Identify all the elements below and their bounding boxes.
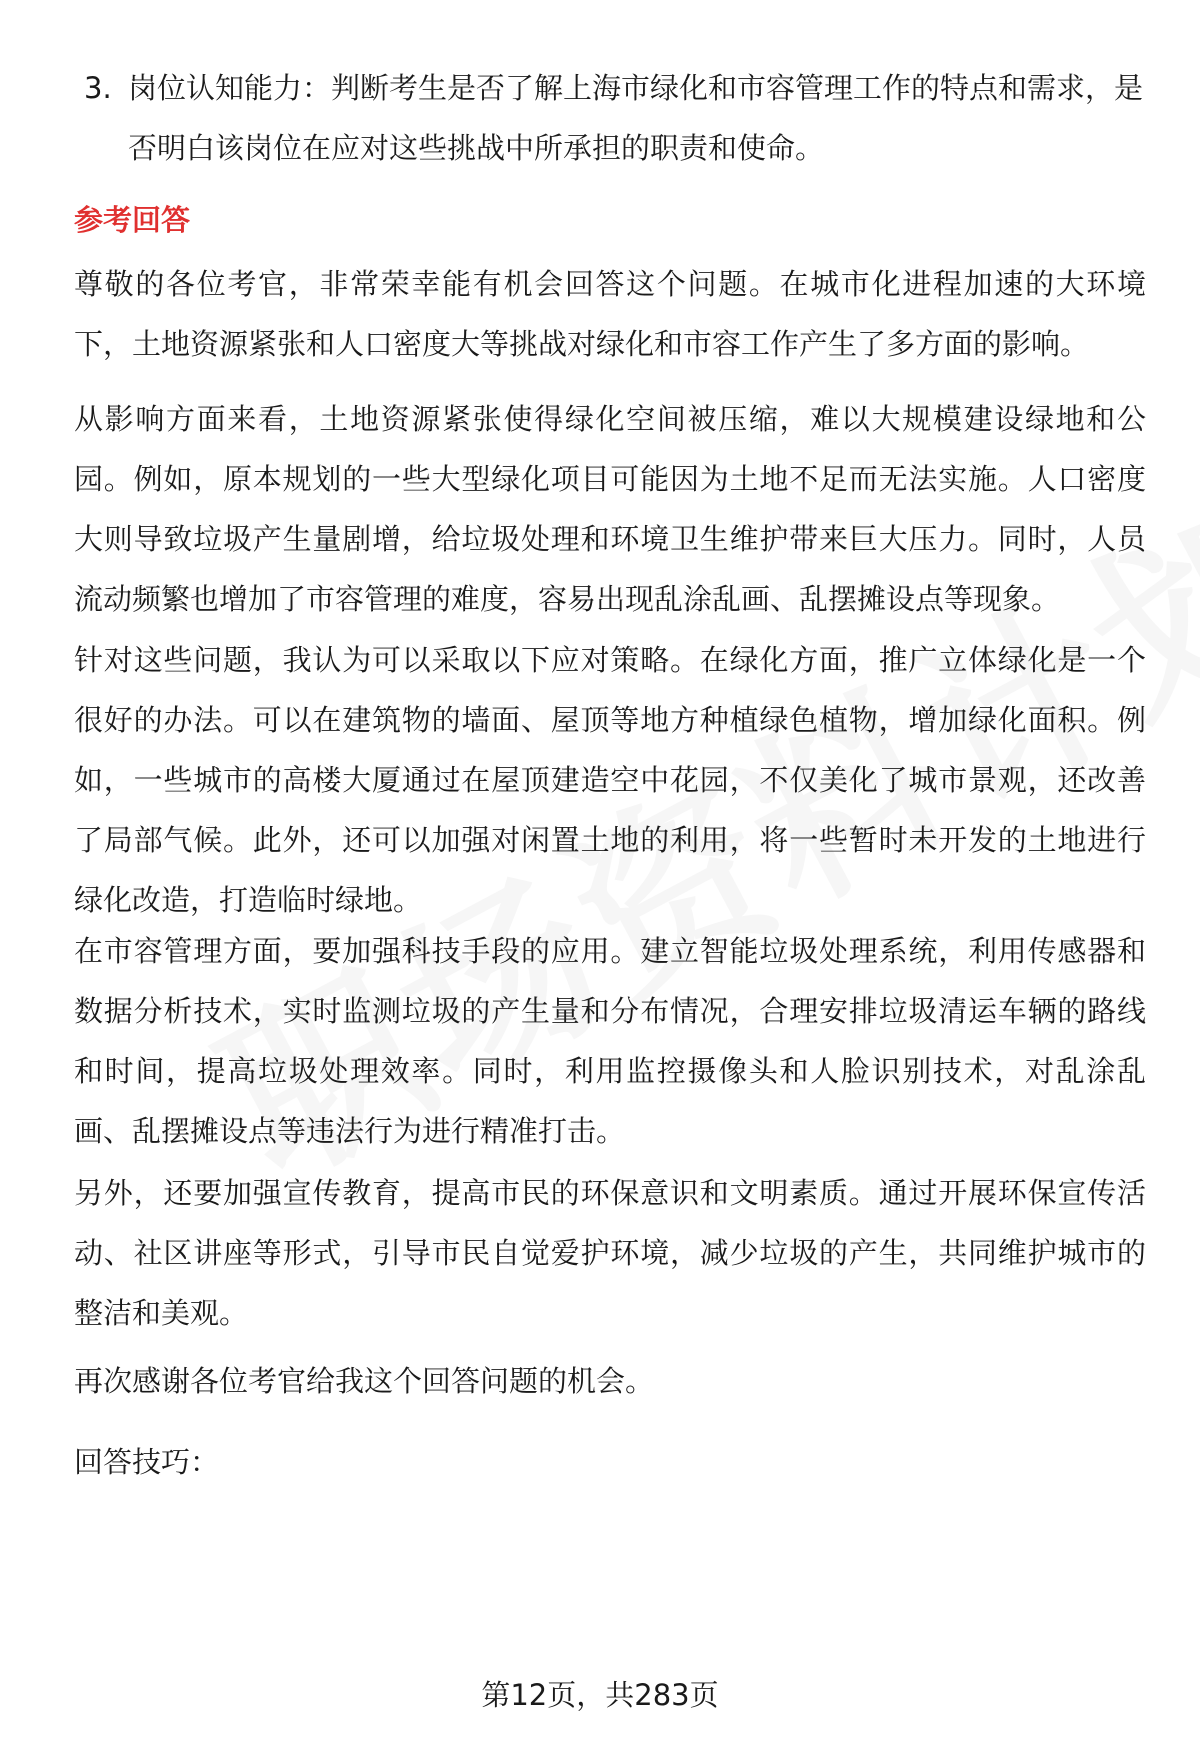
paragraph-tips-label: 回答技巧： bbox=[74, 1445, 220, 1479]
paragraph-education: 另外，还要加强宣传教育，提高市民的环保意识和文明素质。通过开展环保宣传活动、社区讲座等形式，引导市民自觉爱护环境，减少垃圾的产生，共同维护城市的整洁和美观。 bbox=[74, 1176, 1146, 1330]
list-item-3 bbox=[84, 58, 1144, 178]
paragraph-city-management: 在市容管理方面，要加强科技手段的应用。建立智能垃圾处理系统，利用传感器和数据分析技术，实时监测垃圾的产生量和分布情况，合理安排垃圾清运车辆的路线和时间，提高垃圾处理效率。同时，利用监控摄像头和人脸识别技术，对乱涂乱画、乱摆摊设点等违法行为进行精准打击。 bbox=[74, 934, 1146, 1148]
section-heading: 参考回答 bbox=[74, 203, 191, 237]
paragraph-thanks: 再次感谢各位考官给我这个回答问题的机会。 bbox=[74, 1364, 655, 1398]
list-text: 岗位认知能力：判断考生是否了解上海市绿化和市容管理工作的特点和需求，是否明白该岗位在应对这些挑战中所承担的职责和使命。 bbox=[128, 71, 1144, 165]
paragraph-greening-strategy: 针对这些问题，我认为可以采取以下应对策略。在绿化方面，推广立体绿化是一个很好的办法。可以在建筑物的墙面、屋顶等地方种植绿色植物，增加绿化面积。例如，一些城市的高楼大厦通过在屋顶建造空中花园，不仅美化了城市景观，还改善了局部气候。此外，还可以加强对闲置土地的利用，将一些暂时未开发的土地进行绿化改造，打造临时绿地。 bbox=[74, 643, 1146, 917]
paragraph-greeting: 尊敬的各位考官，非常荣幸能有机会回答这个问题。在城市化进程加速的大环境下，土地资源紧张和人口密度大等挑战对绿化和市容工作产生了多方面的影响。 bbox=[74, 267, 1146, 361]
page-footer: 第12页，共283页 bbox=[481, 1678, 719, 1712]
list-number: 3. bbox=[84, 71, 112, 105]
paragraph-impact: 从影响方面来看，土地资源紧张使得绿化空间被压缩，难以大规模建设绿地和公园。例如，原本规划的一些大型绿化项目可能因为土地不足而无法实施。人口密度大则导致垃圾产生量剧增，给垃圾处理和环境卫生维护带来巨大压力。同时，人员流动频繁也增加了市容管理的难度，容易出现乱涂乱画、乱摆摊设点等现象。 bbox=[74, 402, 1146, 616]
